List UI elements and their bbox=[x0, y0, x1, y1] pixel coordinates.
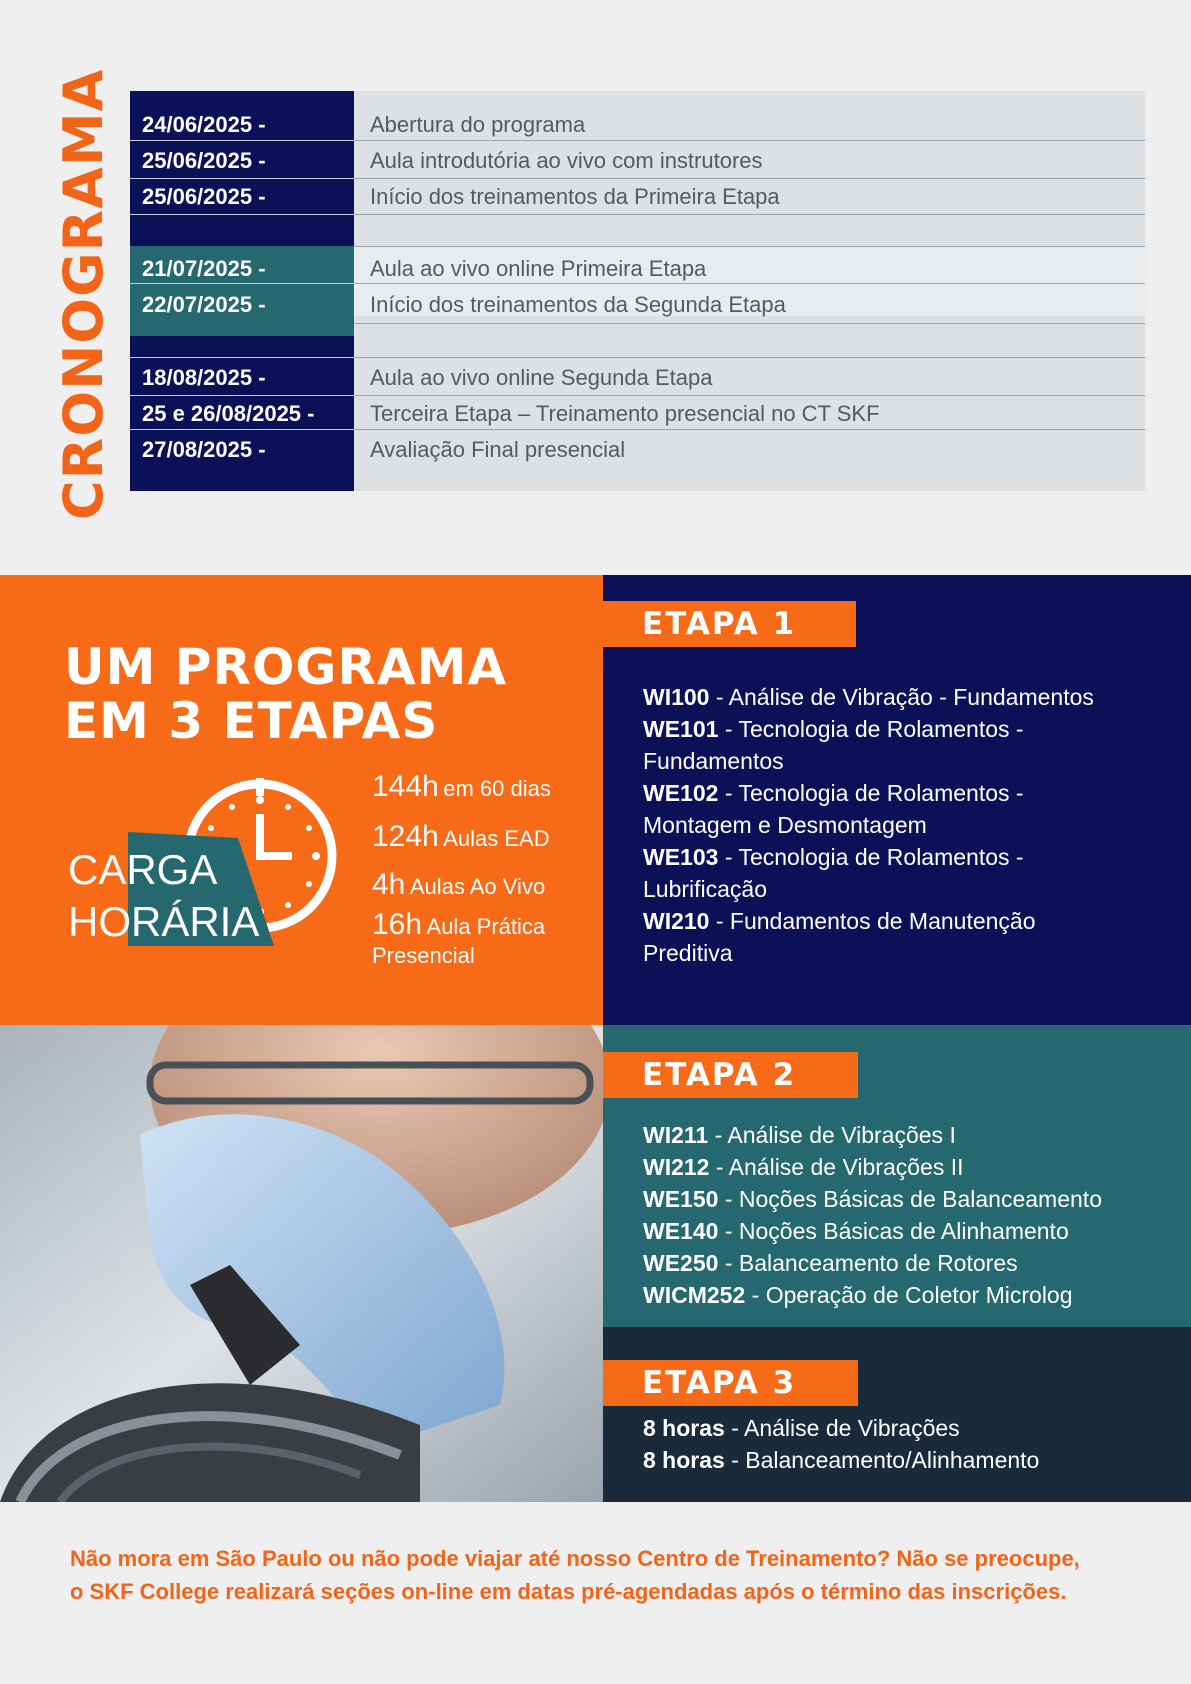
course-item: WI100 - Análise de Vibração - Fundamentos bbox=[643, 684, 1094, 710]
cronograma-row bbox=[130, 283, 1145, 319]
hours-value: 124h bbox=[372, 820, 439, 853]
hours-item bbox=[372, 820, 550, 854]
course-item: WE101 - Tecnologia de Rolamentos - Fundamentos bbox=[643, 716, 1024, 774]
cronograma-row bbox=[130, 139, 1145, 175]
cronograma-row bbox=[130, 175, 1145, 211]
cronograma-row bbox=[130, 392, 1145, 428]
row-text: Avaliação Final presencial bbox=[370, 437, 626, 462]
row-text: Terceira Etapa – Treinamento presencial no CT SKF bbox=[370, 401, 880, 426]
carga-horaria-label bbox=[68, 844, 259, 948]
row-date: 27/08/2025 - bbox=[142, 437, 266, 462]
hours-label-2: Presencial bbox=[372, 943, 475, 968]
footer-note bbox=[70, 1542, 1150, 1608]
cronograma-row bbox=[130, 247, 1145, 283]
hours-value: 16h bbox=[372, 908, 423, 941]
row-text: Início dos treinamentos da Segunda Etapa bbox=[370, 292, 786, 317]
cronograma-row bbox=[130, 428, 1145, 464]
course-item: WE250 - Balanceamento de Rotores bbox=[643, 1250, 1018, 1276]
course-item: WE103 - Tecnologia de Rolamentos - Lubrificação bbox=[643, 844, 1024, 902]
course-item: WI211 - Análise de Vibrações I bbox=[643, 1122, 956, 1148]
footer-line1: Não mora em São Paulo ou não pode viajar até nosso Centro de Treinamento? Não se preocupe, bbox=[70, 1546, 1080, 1571]
program-title bbox=[64, 640, 604, 748]
hours-label: em 60 dias bbox=[443, 776, 551, 801]
course-item: WE140 - Noções Básicas de Alinhamento bbox=[643, 1218, 1069, 1244]
hours-item bbox=[372, 770, 551, 804]
cronograma-row bbox=[130, 103, 1145, 139]
course-item: WI212 - Análise de Vibrações II bbox=[643, 1154, 964, 1180]
hours-label: Aulas EAD bbox=[443, 826, 550, 851]
technician-photo bbox=[0, 1025, 603, 1502]
row-date: 24/06/2025 - bbox=[142, 112, 266, 137]
cronograma-row bbox=[130, 356, 1145, 392]
course-item: WE102 - Tecnologia de Rolamentos - Montagem e Desmontagem bbox=[643, 780, 1024, 838]
etapa1-courses bbox=[643, 681, 1183, 969]
hours-value: 4h bbox=[372, 868, 406, 901]
row-text: Aula introdutória ao vivo com instrutores bbox=[370, 148, 763, 173]
hours-value: 144h bbox=[372, 770, 439, 803]
row-text: Aula ao vivo online Primeira Etapa bbox=[370, 256, 707, 281]
row-date: 25 e 26/08/2025 - bbox=[142, 401, 315, 426]
etapa3-courses bbox=[643, 1412, 1183, 1476]
carga-line1: CARGA bbox=[68, 846, 218, 893]
cronograma-table bbox=[130, 91, 1145, 491]
row-date: 25/06/2025 - bbox=[142, 184, 266, 209]
etapa1-panel bbox=[603, 575, 1191, 1025]
course-item: WE150 - Noções Básicas de Balanceamento bbox=[643, 1186, 1102, 1212]
row-text: Abertura do programa bbox=[370, 112, 586, 137]
hours-label: Aula Prática bbox=[426, 914, 546, 939]
row-date: 22/07/2025 - bbox=[142, 292, 266, 317]
hours-item bbox=[372, 908, 546, 972]
program-title-line2: EM 3 ETAPAS bbox=[64, 692, 439, 750]
row-date: 25/06/2025 - bbox=[142, 148, 266, 173]
hours-label: Aulas Ao Vivo bbox=[409, 874, 546, 899]
etapa2-tag: ETAPA 2 bbox=[603, 1052, 858, 1098]
course-item: 8 horas - Análise de Vibrações bbox=[643, 1415, 960, 1441]
etapa2-panel bbox=[603, 1025, 1191, 1327]
cronograma-title: CRONOGRAMA bbox=[52, 68, 115, 520]
etapa1-tag: ETAPA 1 bbox=[603, 601, 856, 647]
course-item: WI210 - Fundamentos de Manutenção Preditiva bbox=[643, 908, 1036, 966]
etapa2-courses bbox=[643, 1119, 1183, 1311]
course-item: WICM252 - Operação de Coletor Microlog bbox=[643, 1282, 1073, 1308]
row-text: Início dos treinamentos da Primeira Etapa bbox=[370, 184, 780, 209]
carga-line2: HORÁRIA bbox=[68, 898, 260, 945]
etapa3-panel bbox=[603, 1327, 1191, 1502]
row-text: Aula ao vivo online Segunda Etapa bbox=[370, 365, 713, 390]
hours-item bbox=[372, 868, 545, 902]
program-title-line1: UM PROGRAMA bbox=[64, 638, 508, 696]
course-item: 8 horas - Balanceamento/Alinhamento bbox=[643, 1447, 1040, 1473]
etapa3-tag: ETAPA 3 bbox=[603, 1360, 858, 1406]
row-date: 18/08/2025 - bbox=[142, 365, 266, 390]
technician-illustration bbox=[0, 1025, 603, 1502]
row-date: 21/07/2025 - bbox=[142, 256, 266, 281]
footer-line2: o SKF College realizará seções on-line em datas pré-agendadas após o término das inscrições. bbox=[70, 1579, 1067, 1604]
